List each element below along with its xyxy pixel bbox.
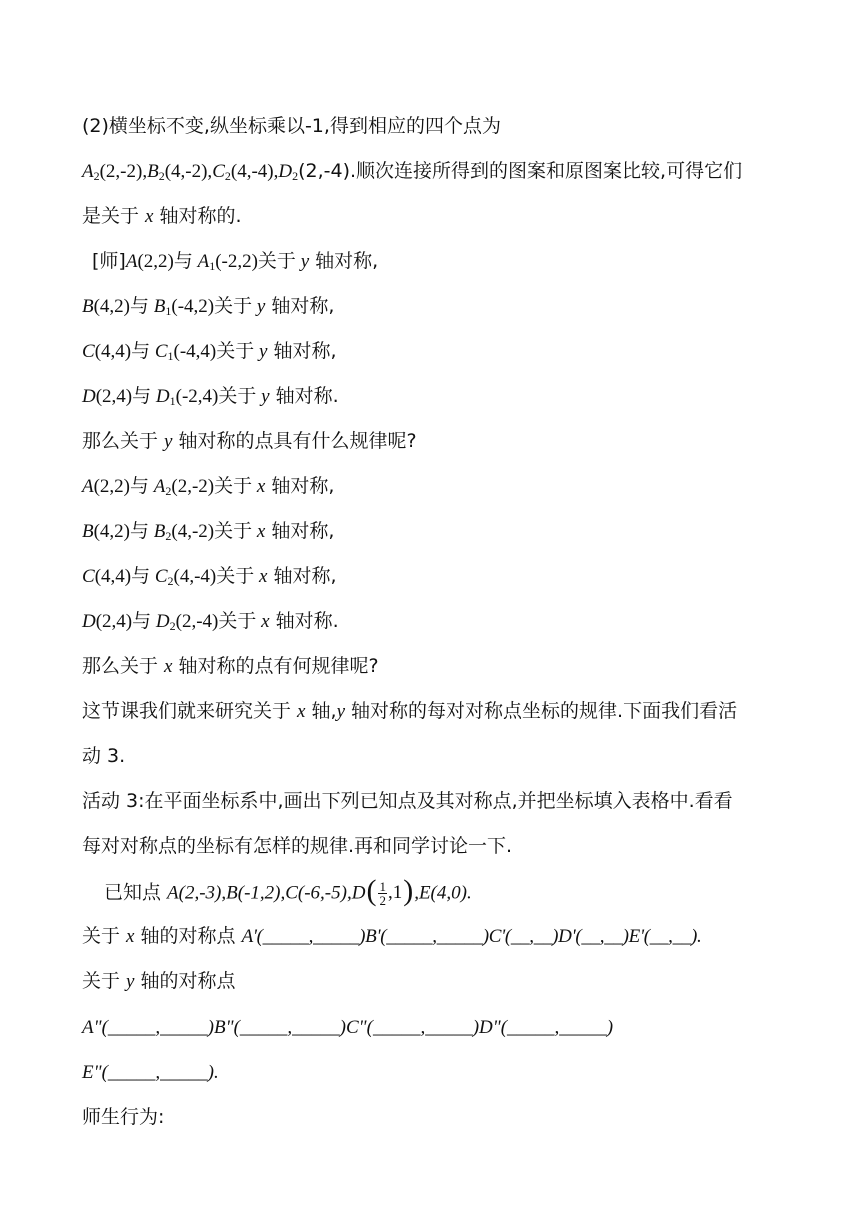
y-symmetric-line [82, 969, 236, 994]
text: 关于 [82, 970, 127, 992]
text: 轴对称, [265, 295, 335, 317]
text: 那么关于 [82, 655, 165, 677]
point-label: A [197, 251, 210, 272]
text: 轴对称的点有何规律呢? [172, 655, 379, 677]
teacher-tag: [师] [92, 250, 126, 272]
x-symmetric-line [82, 924, 701, 949]
text: 每对对称点的坐标有怎样的规律.再和同学讨论一下. [82, 835, 513, 857]
coord: (4,4)与 [94, 566, 155, 587]
point-label: A [125, 251, 138, 272]
text-line-conclusion [82, 204, 242, 229]
subscript: 1 [209, 259, 216, 273]
fraction-point [365, 874, 414, 908]
axis-x: x [297, 701, 306, 722]
text-line-points [82, 159, 742, 184]
coord: (-2,2)关于 [215, 251, 301, 272]
text: 轴对称的. [153, 205, 242, 227]
text: 轴对称, [309, 250, 379, 272]
intro-line-1 [82, 699, 737, 724]
coord: (4,2)与 [93, 521, 154, 542]
denominator: 2 [379, 892, 386, 908]
coord: (4,4)与 [94, 341, 155, 362]
text: 轴对称. [269, 385, 339, 407]
point-label: C [212, 161, 225, 182]
axis-x: x [164, 656, 173, 677]
text: 轴对称, [265, 475, 335, 497]
fraction [378, 880, 387, 907]
point-label: D [155, 611, 170, 632]
point-label: C [82, 566, 95, 587]
point-label: D [278, 161, 293, 182]
coord: (2,-4)关于 [175, 611, 262, 632]
point-label: C [82, 341, 95, 362]
point-label: A [82, 161, 94, 182]
text: 轴对称, [265, 520, 335, 542]
y-symmetric-blanks: A"(_____,_____)B"(_____,_____)C"(_____,_____)D"(_____,_____) [82, 1017, 614, 1038]
subscript: 2 [158, 169, 165, 183]
question-x [82, 654, 379, 679]
activity-line-1 [82, 789, 733, 813]
coord: (4,-4)关于 [173, 566, 260, 587]
subscript: 2 [93, 169, 100, 183]
x-pair-row [82, 609, 339, 634]
axis-y: y [261, 386, 270, 407]
numerator: 1 [379, 878, 386, 894]
point-label: B [153, 296, 166, 317]
text: 已知点 [104, 881, 168, 904]
coord: (2,4)与 [95, 611, 156, 632]
axis-x: x [256, 521, 266, 542]
subscript: 2 [165, 484, 172, 498]
coord: (-4,2)关于 [171, 296, 257, 317]
point-label: D [82, 386, 96, 407]
subscript: 1 [169, 394, 176, 408]
question-y [82, 429, 417, 454]
coord: (4,-4), [230, 161, 279, 182]
point-label: C [154, 341, 168, 362]
coord: ,1 [387, 882, 403, 903]
text: 轴对称, [267, 565, 337, 587]
point-label: B [153, 521, 166, 542]
paren-close: ) [403, 874, 414, 907]
point-label: D [82, 611, 96, 632]
text: 那么关于 [82, 430, 165, 452]
axis-y: y [164, 431, 173, 452]
activity-line-2 [82, 834, 512, 858]
x-symmetric-blanks: A'(_____,_____)B'(_____,_____)C'(__,__)D'(__,__)E'(__,__). [241, 926, 702, 947]
coord: (2,2)与 [137, 251, 198, 272]
coord: (-4,4)关于 [173, 341, 260, 362]
coord: (-2,4)关于 [175, 386, 262, 407]
coord: (2,4)与 [95, 386, 156, 407]
subscript: 2 [169, 619, 176, 633]
axis-y: y [336, 701, 346, 722]
text: 轴对称. [269, 610, 339, 632]
subscript: 2 [167, 574, 174, 588]
coord-and-text: (2,-4).顺次连接所得到的图案和原图案比较,可得它们 [298, 160, 743, 182]
y-pair-row [82, 339, 337, 364]
text-line-step2 [82, 114, 501, 138]
known-points: A(2,-3),B(-1,2),C(-6,-5),D [167, 882, 366, 904]
text-line-teacher [92, 249, 378, 274]
text: 轴, [305, 700, 337, 722]
coord: (4,-2)关于 [171, 521, 257, 542]
text: 活动 3:在平面坐标系中,画出下列已知点及其对称点,并把坐标填入表格中.看看 [82, 790, 733, 812]
x-pair-row [82, 474, 334, 499]
point-label: B [147, 161, 159, 182]
subscript: 2 [224, 169, 231, 183]
axis-x: x [261, 611, 270, 632]
axis-x: x [259, 566, 268, 587]
axis-y: y [259, 341, 268, 362]
intro-line-2 [82, 744, 125, 768]
known-points: ,E(4,0). [414, 882, 472, 904]
coord: (2,2)与 [93, 476, 154, 497]
text: 师生行为: [82, 1106, 165, 1128]
text: 轴对称, [267, 340, 337, 362]
text: 动 3. [82, 745, 126, 767]
coord: (4,-2), [164, 161, 213, 182]
point-label: A [82, 476, 94, 497]
paren-open: ( [366, 874, 377, 907]
coord: (4,2)与 [93, 296, 154, 317]
y-symmetric-blanks: E"(_____,_____). [82, 1062, 219, 1083]
x-pair-row [82, 519, 334, 544]
axis-x: x [145, 206, 154, 227]
footer-line [82, 1105, 164, 1129]
text: 是关于 [82, 205, 146, 227]
axis-y: y [126, 971, 135, 992]
text: 轴对称的点具有什么规律呢? [172, 430, 417, 452]
subscript: 1 [167, 349, 174, 363]
text: 轴的对称点 [134, 925, 242, 947]
subscript: 2 [292, 169, 299, 183]
coord: (2,-2), [99, 161, 148, 182]
subscript: 2 [165, 529, 172, 543]
y-pair-row [82, 384, 339, 409]
y-symmetric-blanks-line-1 [82, 1015, 613, 1040]
axis-y: y [256, 296, 266, 317]
point-label: D [155, 386, 170, 407]
point-label: B [82, 296, 94, 317]
text: 轴对称的每对对称点坐标的规律.下面我们看活 [345, 700, 738, 722]
text: 关于 [82, 925, 127, 947]
point-label: A [153, 476, 166, 497]
point-label: C [154, 566, 168, 587]
coord: (2,-2)关于 [171, 476, 257, 497]
text: 这节课我们就来研究关于 [82, 700, 298, 722]
step2-text: (2)横坐标不变,纵坐标乘以-1,得到相应的四个点为 [82, 115, 501, 137]
axis-x: x [126, 926, 135, 947]
known-points-line [104, 874, 472, 908]
text: 轴的对称点 [134, 970, 236, 992]
x-pair-row [82, 564, 337, 589]
subscript: 1 [165, 304, 172, 318]
axis-x: x [256, 476, 266, 497]
y-symmetric-blanks-line-2 [82, 1060, 219, 1085]
point-label: B [82, 521, 94, 542]
axis-y: y [300, 251, 310, 272]
y-pair-row [82, 294, 334, 319]
